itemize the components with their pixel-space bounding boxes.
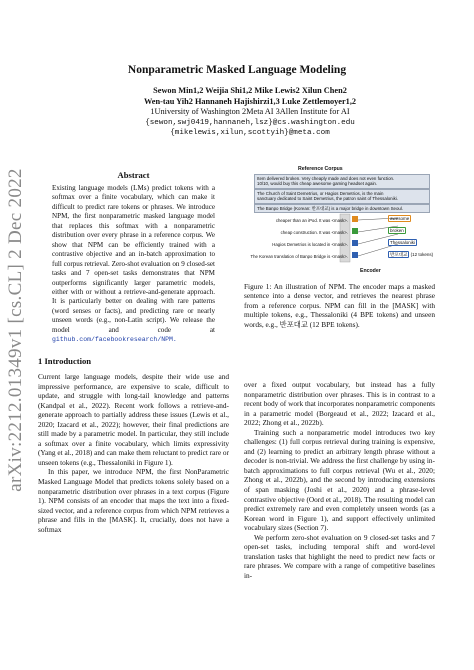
corpus-entry-1: Item delivered broken. Very cheaply made and does not even function. 10/10, would buy this cheap awesome gaming headset again. <box>254 174 430 189</box>
email-meta: {mikelewis,xilun,scottyih}@meta.com <box>170 129 330 138</box>
vector-1 <box>352 216 358 222</box>
right-paragraph-2: Training such a nonparametric model introduces two key challenges: (1) full corpus retrieval during training is expensive, and (2) learning to predict an arbitrary length phrase without a decoder is non-trivial. We address the first challenge by using in-batch approximations to full corpus retrieval (Wu et al., 2020; Zhong et al., 2022b), and the second by introducing extensions of span masking (Joshi et al., 2020) and a phrase-level contrastive objective (Oord et al., 2018). The resulting model can predict extremely rare and even completely unseen words (as a Korean word in Figure 1), and support effectively unlimited vocabulary sizes (Section 7). <box>244 427 435 533</box>
abstract-heading: Abstract <box>117 170 150 180</box>
code-link[interactable]: github.com/facebookresearch/NPM. <box>52 336 177 344</box>
right-paragraph-3: We perform zero-shot evaluation on 9 closed-set tasks and 7 open-set tasks, including temporal shift and word-level translation tasks that highlight the need to predict new facts or rare phrases. We compare with a range of competitive baselines in- <box>244 532 435 580</box>
figure-1 <box>248 166 438 282</box>
authors-line-1: Sewon Min1,2 Weijia Shi1,2 Mike Lewis2 Xilun Chen2 <box>153 86 347 95</box>
vector-3 <box>352 240 358 246</box>
figure-arrows <box>248 166 438 282</box>
corpus-entry-3: The Banpo Bridge (Korean: 반포대교) is a major bridge in downtown Seoul. <box>254 204 430 213</box>
paper-title: Nonparametric Masked Language Modeling <box>127 64 347 76</box>
email-uw: {sewon,swj0419,hannaneh,lsz}@cs.washington.edu <box>145 118 355 127</box>
author-block <box>40 86 460 139</box>
right-column <box>244 380 435 580</box>
query-2: cheap construction. It was <mask>. <box>280 230 348 235</box>
output-4: 반포대교 (12 tokens) <box>390 252 434 257</box>
intro-column <box>38 372 229 534</box>
output-4-tokens: (12 tokens) <box>410 252 434 257</box>
vector-2 <box>352 228 358 234</box>
output-1: awesome <box>390 216 410 221</box>
abstract-body <box>52 184 215 345</box>
corpus-entry-2: The Church of Saint Demetrius, or Hagios Demetrios, is the main sanctuary dedicated to Saint Demetrius, the patron saint of Thessaloniki. <box>254 189 430 204</box>
output-2: broken <box>390 228 404 233</box>
output-3: Thessaloniki <box>390 240 416 245</box>
query-4: The Korean translation of Banpo Bridge is <mask>. <box>250 254 348 259</box>
intro-paragraph-2: In this paper, we introduce NPM, the first NonParametric Masked Language Model that predicts tokens solely based on a nonparametric distribution over phrases in a text corpus (Figure 1). NPM consists of an encoder that maps the text into a fixed-sized vector, and a reference corpus from which NPM retrieves a phrase and fills in the [MASK]. It, crucially, does not have a softmax <box>38 467 229 534</box>
right-paragraph-1: over a fixed output vocabulary, but instead has a fully nonparametric distribution over phrases. This is in contrast to a recent body of work that incorporates nonparametric components in a parametric model (Borgeaud et al., 2022; Izacard et al., 2022; Zhong et al., 2022b). <box>244 380 435 428</box>
query-1: cheaper than an iPod. It was <mask>. <box>275 218 348 223</box>
abstract-text: Existing language models (LMs) predict tokens with a softmax over a finite vocabulary, which can make it difficult to predict rare tokens or phrases. We introduce NPM, the first nonparametric masked language model that replaces this softmax with a nonparametric distribution over every phrase in a reference corpus. We show that NPM can be efficiently trained with a contrastive objective and an in-batch approximation to full corpus retrieval. Zero-shot evaluation on 9 closed-set tasks and 7 open-set tasks demonstrates that NPM outperforms significantly larger parametric models, either with or without a retrieve-and-generate approach. It is particularly better on dealing with rare patterns (word senses or facts), and predicting rare or nearly unseen words (e.g., non-Latin script). We release the model and code at <box>52 184 215 334</box>
encoder-label: Encoder <box>360 268 381 274</box>
reference-corpus-title: Reference Corpus <box>298 166 343 172</box>
affiliations: 1University of Washington 2Meta AI 3Allen Institute for AI <box>150 107 350 117</box>
vector-4 <box>352 252 358 258</box>
intro-heading: 1 Introduction <box>38 356 92 366</box>
authors-line-2: Wen-tau Yih2 Hannaneh Hajishirzi1,3 Luke Zettlemoyer1,2 <box>143 96 357 106</box>
query-3: Hagios Demetrios is located in <mask>. <box>272 242 348 247</box>
intro-paragraph-1: Current large language models, despite their wide use and impressive performance, are expensive to scale, difficult to update, and struggle with long-tail knowledge and patterns (Kandpal et al., 2022). Recent work follows a retrieve-and-generate approach to partially address these issues (Lewis et al., 2020; Izacard et al., 2022); however, their final predictions are still made by a parametric model. In particular, they still include a softmax over a finite vocabulary, which limits expressivity (Yang et al., 2018) and can make them reluctant to predict rare or unseen tokens (e.g., Thessaloniki in Figure 1). <box>38 372 229 467</box>
arxiv-stamp: arXiv:2212.01349v1 [cs.CL] 2 Dec 2022 <box>5 168 26 492</box>
figure-1-caption: Figure 1: An illustration of NPM. The encoder maps a masked sentence into a dense vector, and retrieves the nearest phrase from a reference corpus. NPM can fill in the [MASK] with multiple tokens, e.g., Thessaloniki (4 BPE tokens) and unseen words, e.g., 반포대교 (12 BPE tokens). <box>244 282 435 329</box>
